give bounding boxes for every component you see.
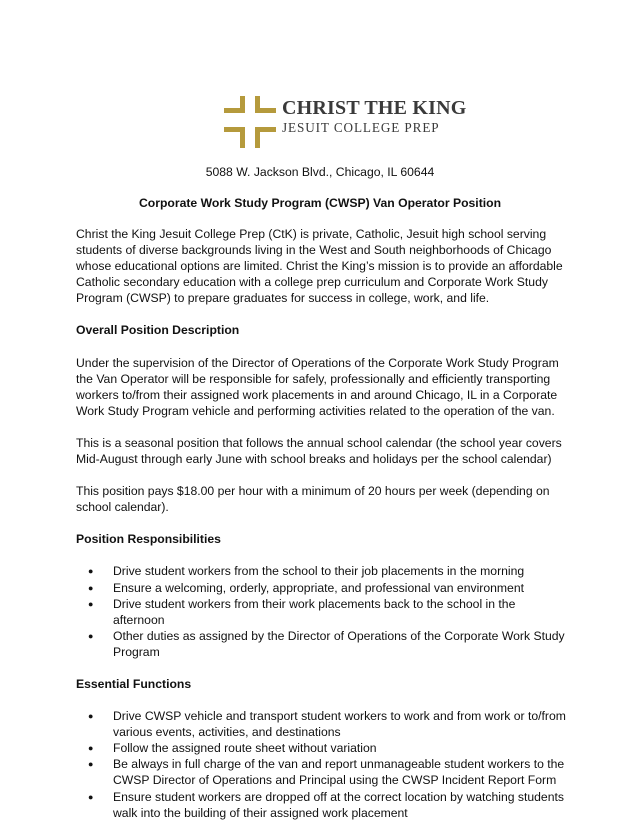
school-address: 5088 W. Jackson Blvd., Chicago, IL 60644: [205, 165, 435, 179]
list-item: ● Be always in full charge of the van and report unmanageable student workers to the CWSP Director of Operations and Principal using the CWSP Incident Report Form: [76, 756, 568, 788]
list-item: ● Follow the assigned route sheet without variation: [76, 740, 568, 756]
logo-text-line2: JESUIT COLLEGE PREP: [282, 120, 440, 135]
list-item: ● Drive CWSP vehicle and transport student workers to work and from work or to/from various events, activities, and destinations: [76, 708, 568, 740]
document-title: Corporate Work Study Program (CWSP) Van Operator Position: [138, 196, 502, 210]
intro-paragraph: Christ the King Jesuit College Prep (CtK) is private, Catholic, Jesuit high school serving students of diverse backgrounds living in the West and South neighborhoods of Chicago whose educational options are limited. Christ the King’s mission is to provide an affordable Catholic secondary education with a college prep curriculum and Corporate Work Study Program (CWSP) to prepare graduates for success in college, work, and life.: [76, 227, 563, 306]
list-item: ● Ensure student workers are dropped off at the correct location by watching students walk into the building of their assigned work placement: [76, 789, 568, 821]
list-item: ● Other duties as assigned by the Director of Operations of the Corporate Work Study Program: [76, 628, 568, 660]
list-item: ● Drive student workers from their work placements back to the school in the afternoon: [76, 596, 568, 628]
seasonal-paragraph: This is a seasonal position that follows the annual school calendar (the school year covers Mid-August through early June with school breaks and holidays per the school calendar): [76, 435, 562, 467]
document-body: [76, 226, 568, 837]
essential-list: [76, 708, 568, 821]
pay-paragraph: This position pays $18.00 per hour with a minimum of 20 hours per week (depending on school calendar).: [76, 484, 550, 515]
overall-heading: Overall Position Description: [76, 323, 240, 338]
essential-heading: Essential Functions: [76, 676, 192, 691]
overall-paragraph: Under the supervision of the Director of Operations of the Corporate Work Study Program the Van Operator will be responsible for safely, professionally and efficiently transporting workers to/from their assigned work placements in and around Chicago, IL in a Corporate Work Study Program vehicle and performing activities related to the operation of the van.: [76, 355, 559, 418]
responsibilities-heading: Position Responsibilities: [76, 532, 221, 547]
logo-text-line1: CHRIST THE KING: [282, 97, 467, 119]
list-item: ● Ensure a welcoming, orderly, appropriate, and professional van environment: [76, 580, 568, 596]
cross-emblem-icon: [222, 94, 278, 150]
school-logo: [222, 94, 467, 150]
list-item: ● Drive student workers from the school to their job placements in the morning: [76, 563, 568, 579]
responsibilities-list: [76, 563, 568, 660]
